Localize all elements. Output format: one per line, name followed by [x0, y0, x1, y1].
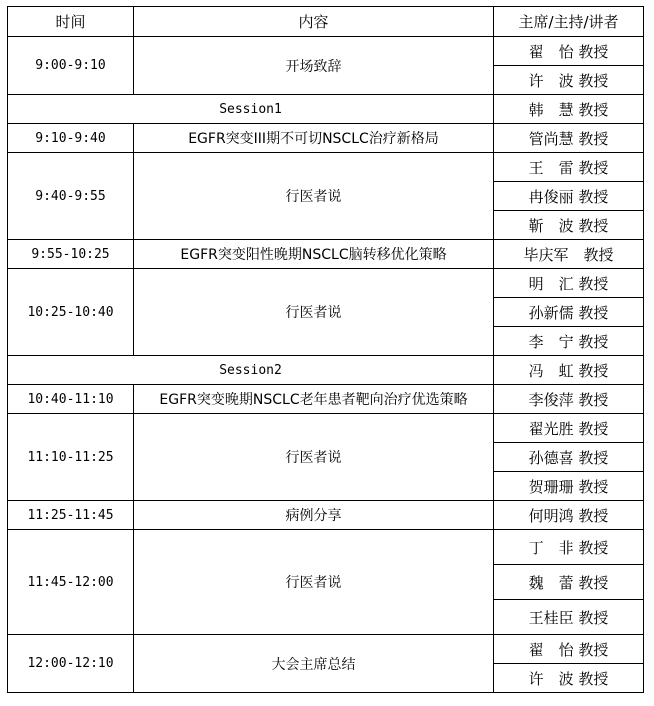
time-cell: 9:10-9:40 — [8, 124, 134, 153]
content-cell: 行医者说 — [134, 269, 494, 356]
speaker-cell: 贺珊珊 教授 — [494, 472, 644, 501]
header-time: 时间 — [8, 7, 134, 37]
table-row — [8, 269, 644, 298]
time-cell: 11:10-11:25 — [8, 414, 134, 501]
table-row — [8, 501, 644, 530]
session-title: Session1 — [8, 95, 494, 124]
speaker-cell: 魏 蕾 教授 — [494, 565, 644, 600]
time-cell: 9:40-9:55 — [8, 153, 134, 240]
speaker-cell: 许 波 教授 — [494, 66, 644, 95]
speaker-cell: 李俊萍 教授 — [494, 385, 644, 414]
speaker-cell: 翟光胜 教授 — [494, 414, 644, 443]
speaker-cell: 毕庆军 教授 — [494, 240, 644, 269]
speaker-cell: 靳 波 教授 — [494, 211, 644, 240]
table-row — [8, 414, 644, 443]
content-cell: EGFR突变晚期NSCLC老年患者靶向治疗优选策略 — [134, 385, 494, 414]
time-cell: 12:00-12:10 — [8, 635, 134, 693]
time-cell: 9:55-10:25 — [8, 240, 134, 269]
speaker-cell: 王桂臣 教授 — [494, 600, 644, 635]
speaker-cell: 何明鸿 教授 — [494, 501, 644, 530]
table-row — [8, 635, 644, 664]
time-cell: 11:25-11:45 — [8, 501, 134, 530]
time-cell: 10:25-10:40 — [8, 269, 134, 356]
content-cell: 行医者说 — [134, 530, 494, 635]
table-row — [8, 385, 644, 414]
session-title: Session2 — [8, 356, 494, 385]
time-cell: 9:00-9:10 — [8, 37, 134, 95]
content-cell: 开场致辞 — [134, 37, 494, 95]
time-cell: 11:45-12:00 — [8, 530, 134, 635]
content-cell: EGFR突变III期不可切NSCLC治疗新格局 — [134, 124, 494, 153]
speaker-cell: 管尚慧 教授 — [494, 124, 644, 153]
content-cell: 行医者说 — [134, 153, 494, 240]
content-cell: 行医者说 — [134, 414, 494, 501]
header-row — [8, 7, 644, 37]
header-speaker: 主席/主持/讲者 — [494, 7, 644, 37]
speaker-cell: 孙德喜 教授 — [494, 443, 644, 472]
speaker-cell: 李 宁 教授 — [494, 327, 644, 356]
content-cell: 病例分享 — [134, 501, 494, 530]
agenda-table — [7, 6, 644, 693]
speaker-cell: 冉俊丽 教授 — [494, 182, 644, 211]
content-cell: EGFR突变阳性晚期NSCLC脑转移优化策略 — [134, 240, 494, 269]
speaker-cell: 翟 怡 教授 — [494, 37, 644, 66]
speaker-cell: 许 波 教授 — [494, 664, 644, 693]
session-row — [8, 95, 644, 124]
table-row — [8, 530, 644, 565]
speaker-cell: 冯 虹 教授 — [494, 356, 644, 385]
speaker-cell: 韩 慧 教授 — [494, 95, 644, 124]
content-cell: 大会主席总结 — [134, 635, 494, 693]
time-cell: 10:40-11:10 — [8, 385, 134, 414]
table-row — [8, 153, 644, 182]
header-content: 内容 — [134, 7, 494, 37]
speaker-cell: 丁 非 教授 — [494, 530, 644, 565]
speaker-cell: 孙新儒 教授 — [494, 298, 644, 327]
speaker-cell: 王 雷 教授 — [494, 153, 644, 182]
session-row — [8, 356, 644, 385]
speaker-cell: 明 汇 教授 — [494, 269, 644, 298]
speaker-cell: 翟 怡 教授 — [494, 635, 644, 664]
table-row — [8, 124, 644, 153]
table-row — [8, 37, 644, 66]
table-row — [8, 240, 644, 269]
